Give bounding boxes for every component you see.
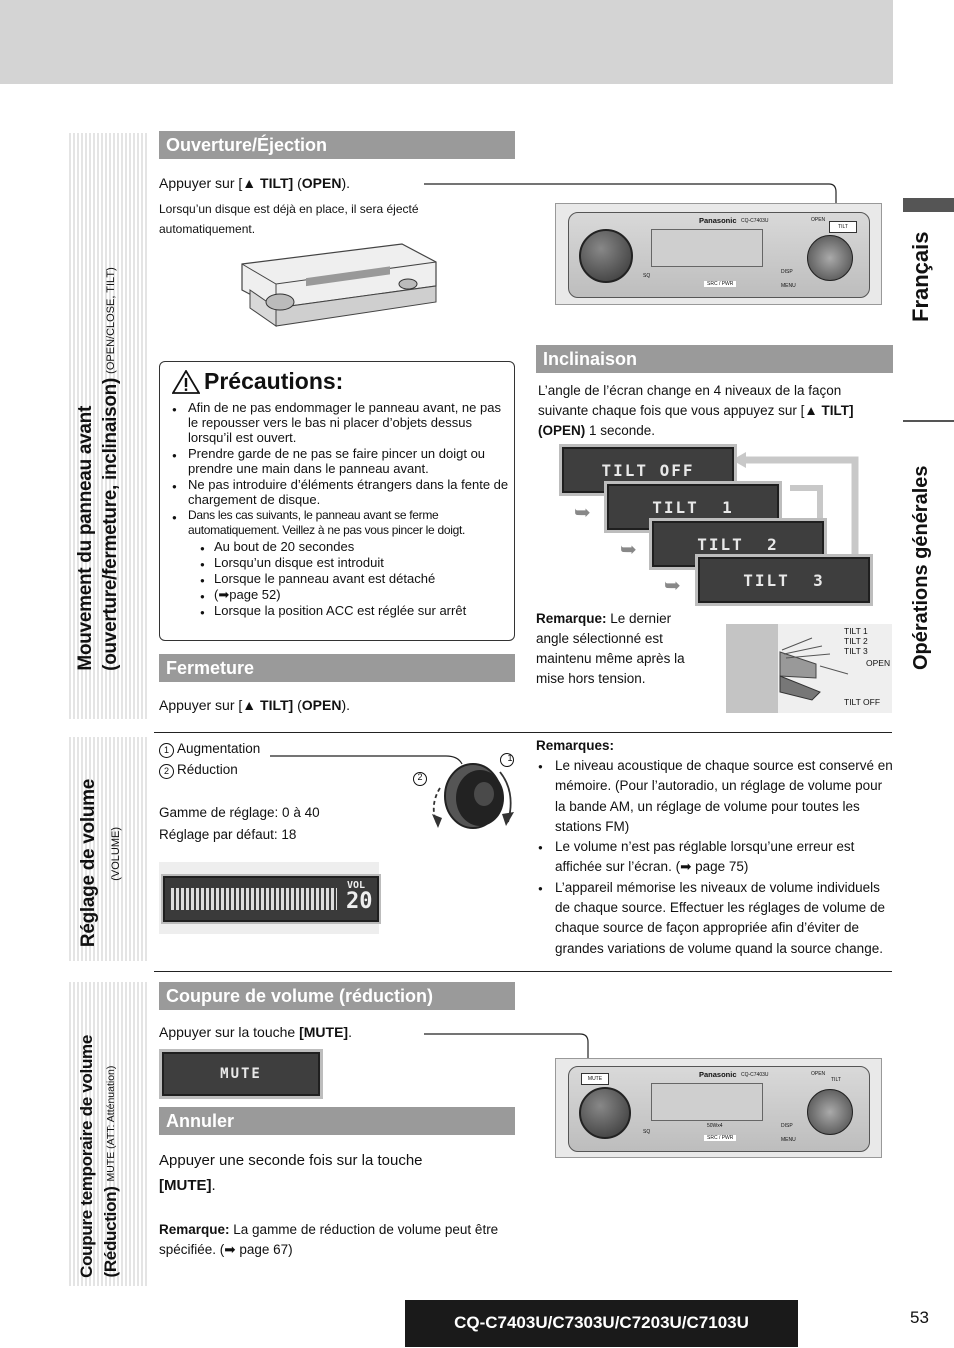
mute-instr-prefix: Appuyer sur la touche bbox=[159, 1024, 300, 1040]
arrow-icon: ➡ bbox=[218, 587, 230, 602]
sidebar-section-panel bbox=[67, 133, 149, 719]
volume-remark: ● L’appareil mémorise les niveaux de volume individuels de chaque source. Effectuer les réglages de volume de chaque source de façon appropriée afin d’éviter de grandes variations de volume quand la source change. bbox=[536, 878, 894, 959]
ferm-end: ). bbox=[341, 697, 350, 713]
tilt-label: TILT bbox=[838, 224, 848, 230]
label-tilt3: TILT 3 bbox=[844, 646, 868, 656]
radio-right-knob bbox=[807, 235, 853, 281]
mute-instruction bbox=[159, 1024, 352, 1040]
radio-menu: MENU bbox=[781, 1137, 796, 1143]
radio-body bbox=[568, 212, 870, 298]
precautions-list bbox=[160, 400, 512, 618]
mute-instr-key: [MUTE] bbox=[299, 1024, 349, 1040]
radio-brand: Panasonic bbox=[699, 1070, 737, 1079]
heading-ouverture bbox=[159, 131, 515, 159]
ouverture-note-text: Lorsqu’un disque est déjà en place, il sera éjecté automatiquement. bbox=[159, 202, 419, 236]
label-open: OPEN bbox=[866, 658, 891, 668]
section-tab bbox=[910, 432, 933, 670]
volume-remark-ref bbox=[536, 837, 894, 878]
language-tab bbox=[908, 222, 934, 322]
right-tab-divider bbox=[903, 420, 954, 422]
lcd-tilt-3 bbox=[698, 557, 870, 603]
press-arrow-icon: ➥ bbox=[620, 539, 637, 561]
label-tilt-off: TILT OFF bbox=[844, 697, 881, 707]
mute-title-line2: (Réduction) bbox=[101, 1186, 120, 1278]
instr-prefix: Appuyer sur [ bbox=[159, 175, 243, 191]
volume-knob-small bbox=[579, 229, 633, 283]
heading-ouverture-text: Ouverture/Éjection bbox=[166, 135, 328, 155]
heading-annuler-text: Annuler bbox=[166, 1111, 235, 1131]
sidebar-section-volume bbox=[67, 737, 149, 961]
precaution-item: ● Dans les cas suivants, le panneau avant se ferme automatiquement. Veillez à ne pas vous pincer le doigt. bbox=[160, 508, 512, 538]
instr-open: OPEN bbox=[301, 175, 342, 191]
label-tilt1: TILT 1 bbox=[844, 626, 868, 636]
warning-icon bbox=[172, 370, 200, 394]
circled-number: 2 bbox=[159, 764, 174, 779]
incl-end: 1 seconde. bbox=[585, 423, 656, 438]
heading-mute-text: Coupure de volume (réduction) bbox=[166, 986, 434, 1006]
radio-model: CQ-C7403U bbox=[741, 218, 769, 224]
page-number: 53 bbox=[910, 1308, 929, 1327]
volume-remarks bbox=[536, 756, 894, 959]
radio-tilt-button[interactable] bbox=[829, 221, 857, 233]
volume-item-down bbox=[159, 760, 260, 781]
sidebar-title-mute bbox=[77, 1035, 97, 1278]
heading-fermeture bbox=[159, 654, 515, 682]
radio-front-1 bbox=[555, 203, 882, 305]
divider bbox=[154, 971, 892, 972]
label-tilt2: TILT 2 bbox=[844, 636, 868, 646]
heading-annuler bbox=[159, 1107, 515, 1135]
radio-model: CQ-C7403U bbox=[741, 1072, 769, 1078]
volume-remark-2-text: Le volume n’est pas réglable lorsqu’une erreur est affichée sur l’écran. ( bbox=[555, 839, 855, 875]
radio-menu: MENU bbox=[781, 283, 796, 289]
annuler-remark-label: Remarque: bbox=[159, 1222, 230, 1237]
mute-lcd-text: MUTE bbox=[220, 1066, 262, 1082]
radio-src: SRC / PWR bbox=[704, 1135, 736, 1141]
arrow-icon: ➡ bbox=[224, 1242, 236, 1257]
volume-bar bbox=[171, 888, 337, 910]
radio-disp: DISP bbox=[781, 1123, 793, 1129]
mute-label: MUTE bbox=[587, 1076, 603, 1082]
volume-item-up-text: Augmentation bbox=[177, 741, 261, 756]
radio-power: 50Wx4 bbox=[707, 1123, 723, 1129]
volume-remark: ● Le niveau acoustique de chaque source est conservé en mémoire. (Pour l’autoradio, un réglage de volume pour la bande AM, un réglage de volume pour toutes les stations FM) bbox=[536, 756, 894, 837]
eject-icon: ▲ bbox=[804, 403, 818, 418]
knob-label-1: 1 bbox=[507, 753, 513, 763]
annuler-remark-page: page 67) bbox=[235, 1242, 293, 1257]
press-arrow-icon: ➥ bbox=[574, 502, 591, 524]
incl-text-a: L’angle de l’écran change en 4 niveaux de la façon suivante chaque fois que vous appuyez sur [ bbox=[538, 383, 842, 418]
precautions-box bbox=[159, 361, 515, 641]
incl-key: TILT] bbox=[817, 403, 854, 418]
radio-sq: SQ bbox=[643, 273, 651, 279]
sidebar-title-line2: (ouverture/fermeture, inclinaison) bbox=[100, 378, 121, 671]
heading-fermeture-text: Fermeture bbox=[166, 658, 255, 678]
volume-subtitle: (VOLUME) bbox=[110, 827, 122, 881]
ferm-open: OPEN bbox=[301, 697, 342, 713]
annuler-line1: Appuyer une seconde fois sur la touche bbox=[159, 1152, 423, 1169]
tilt-side-diagram bbox=[726, 624, 892, 713]
volume-knob-small bbox=[579, 1087, 631, 1139]
volume-item-up bbox=[159, 739, 260, 760]
incl-remark-text: Le dernier angle sélectionné est maintenu même après la mise hors tension. bbox=[536, 611, 685, 686]
radio-mute-button[interactable] bbox=[581, 1073, 609, 1085]
volume-lcd-screen bbox=[163, 876, 379, 922]
instr-key: TILT] bbox=[256, 175, 294, 191]
volume-range-text: Gamme de réglage: 0 à 40 bbox=[159, 805, 320, 820]
heading-mute bbox=[159, 982, 515, 1010]
precaution-item: ● Prendre garde de ne pas se faire pincer un doigt ou prendre une main dans le panneau avant. bbox=[160, 446, 512, 476]
lcd-tilt-2-text: TILT 2 bbox=[697, 534, 779, 554]
lcd-tilt-3-text: TILT 3 bbox=[743, 570, 825, 590]
mute-lcd bbox=[162, 1052, 320, 1096]
fermeture-instruction bbox=[159, 697, 350, 713]
mute-instr-end: . bbox=[348, 1024, 352, 1040]
ferm-key: TILT] bbox=[256, 697, 294, 713]
heading-inclinaison-text: Inclinaison bbox=[543, 349, 638, 369]
footer-model bbox=[405, 1300, 798, 1347]
radio-right-knob bbox=[807, 1089, 853, 1135]
instr-end: ). bbox=[341, 175, 350, 191]
precaution-item: ● Ne pas introduire d’éléments étrangers dans la fente de chargement de disque. bbox=[160, 477, 512, 507]
top-band bbox=[0, 0, 893, 84]
radio-body bbox=[568, 1066, 870, 1152]
precaution-subitem-ref bbox=[160, 587, 512, 602]
right-tab-bar bbox=[903, 198, 954, 212]
precaution-subitem: ● Lorsque la position ACC est réglée sur arrêt bbox=[160, 603, 512, 618]
diagram-label bbox=[844, 626, 868, 656]
volume-knob-illustration bbox=[270, 748, 520, 838]
inclinaison-text bbox=[538, 381, 888, 441]
sidebar-subtitle-volume bbox=[107, 827, 125, 881]
instr-paren: ( bbox=[293, 175, 302, 191]
precaution-item: ● Afin de ne pas endommager le panneau avant, ne pas le repousser vers le bas ni placer d’objets dessus lorsqu’il est ouvert. bbox=[160, 400, 512, 445]
radio-open-label: OPEN bbox=[811, 217, 826, 223]
language-label: Français bbox=[908, 231, 933, 322]
circled-number: 1 bbox=[159, 743, 174, 758]
volume-default-text: Réglage par défaut: 18 bbox=[159, 827, 297, 842]
radio-brand: Panasonic bbox=[699, 216, 737, 225]
sidebar-subtitle: (OPEN/CLOSE, TILT) bbox=[105, 267, 117, 374]
annuler-key: [MUTE] bbox=[159, 1177, 212, 1194]
ferm-prefix: Appuyer sur [ bbox=[159, 697, 243, 713]
heading-inclinaison bbox=[536, 345, 893, 373]
precaution-ref-paren: ( bbox=[214, 587, 219, 602]
eject-icon: ▲ bbox=[242, 175, 257, 191]
annuler-remark-text: La gamme de réduction de volume peut être spécifiée. ( bbox=[159, 1222, 499, 1257]
volume-item-down-text: Réduction bbox=[177, 761, 238, 777]
incl-remark-label: Remarque: bbox=[536, 611, 607, 626]
sidebar-title-panel bbox=[75, 406, 97, 671]
sidebar-section-mute bbox=[67, 982, 149, 1286]
radio-disp: DISP bbox=[781, 269, 793, 275]
radio-tilt-label: TILT bbox=[831, 1077, 841, 1083]
sidebar-title-panel-2 bbox=[100, 263, 122, 671]
volume-title: Réglage de volume bbox=[78, 778, 99, 947]
precaution-subitem: ● Au bout de 20 secondes bbox=[160, 539, 512, 554]
eject-icon: ▲ bbox=[242, 697, 257, 713]
volume-lcd-value: 20 bbox=[346, 889, 373, 914]
precautions-title: Précautions: bbox=[204, 368, 344, 394]
incl-open: (OPEN) bbox=[538, 423, 586, 438]
arrow-icon: ➡ bbox=[680, 859, 692, 875]
section-label: Opérations générales bbox=[910, 465, 932, 670]
sidebar-title-line1: Mouvement du panneau avant bbox=[75, 406, 96, 671]
annuler-end: . bbox=[211, 1177, 216, 1194]
knob-label-2: 2 bbox=[417, 772, 423, 782]
lcd-tilt-1-text: TILT 1 bbox=[652, 497, 734, 517]
sidebar-title-mute-2 bbox=[101, 1061, 121, 1278]
radio-src: SRC / PWR bbox=[704, 281, 736, 287]
footer-model-text: CQ-C7403U/C7303U/C7203U/C7103U bbox=[454, 1313, 749, 1332]
inclinaison-remark bbox=[536, 609, 704, 689]
open-panel-illustration bbox=[236, 240, 440, 336]
sidebar-title-volume bbox=[78, 779, 100, 947]
press-arrow-icon: ➥ bbox=[664, 575, 681, 597]
mute-subtitle: MUTE (ATT: Atténuation) bbox=[105, 1066, 117, 1183]
annuler-line2 bbox=[159, 1173, 423, 1198]
ferm-paren: ( bbox=[293, 697, 302, 713]
lcd-tilt-off-text: TILT OFF bbox=[601, 460, 695, 480]
divider bbox=[154, 732, 892, 733]
precaution-subitem: ● Lorsque le panneau avant est détaché bbox=[160, 571, 512, 586]
volume-lcd-label: VOL bbox=[347, 880, 366, 891]
dashboard-block bbox=[726, 624, 778, 713]
volume-remark-2-page: page 75) bbox=[691, 859, 749, 875]
radio-front-2 bbox=[555, 1058, 882, 1158]
annuler-text bbox=[159, 1148, 423, 1198]
volume-remarks-title: Remarques: bbox=[536, 738, 615, 753]
volume-lcd bbox=[159, 862, 379, 934]
volume-items bbox=[159, 739, 260, 780]
radio-display bbox=[651, 229, 763, 267]
precautions-header bbox=[172, 368, 343, 395]
precaution-page-ref: page 52) bbox=[229, 587, 281, 602]
ouverture-instruction bbox=[159, 175, 350, 191]
radio-display bbox=[651, 1083, 763, 1121]
mute-title-line1: Coupure temporaire de volume bbox=[77, 1035, 96, 1278]
precaution-subitem: ● Lorsqu’un disque est introduit bbox=[160, 555, 512, 570]
radio-sq: SQ bbox=[643, 1129, 651, 1135]
annuler-remark bbox=[159, 1220, 504, 1260]
radio-open-label: OPEN bbox=[811, 1071, 826, 1077]
